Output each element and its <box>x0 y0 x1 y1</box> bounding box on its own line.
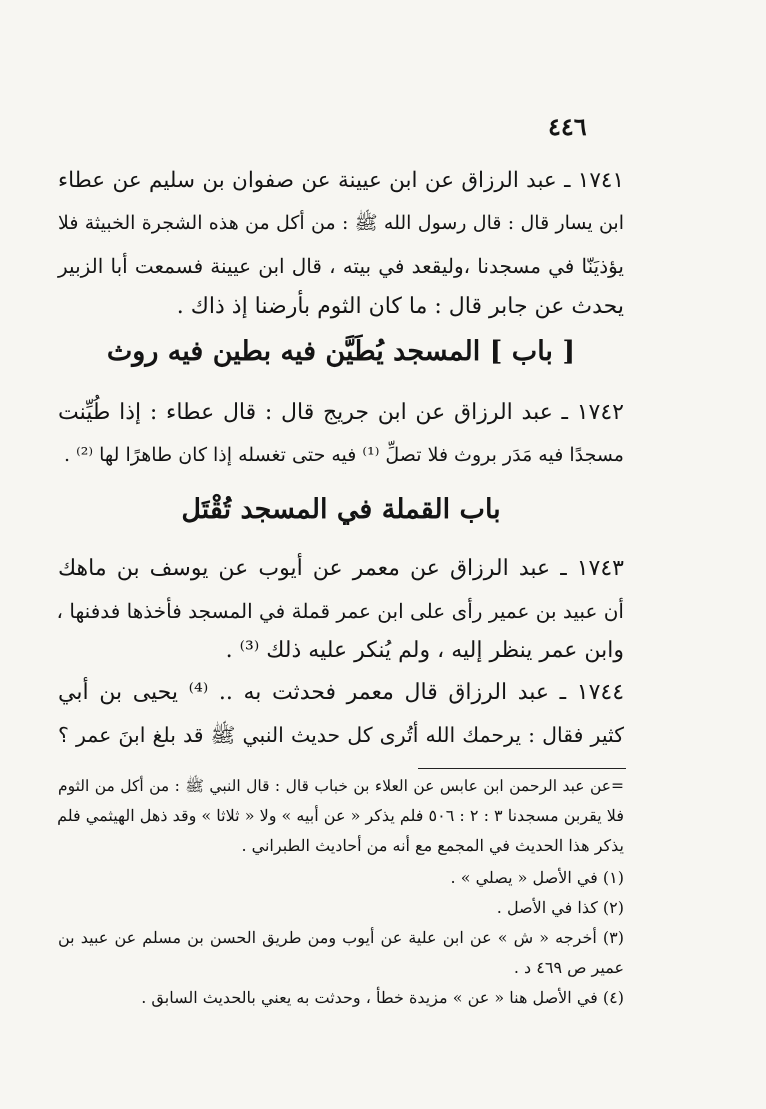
hadith-1742-line-2: مسجدًا فيه مَدَر بروث فلا تصلِّ ⁽¹⁾ فيه حتى تغسله إذا كان طاهرًا لها ⁽²⁾ . <box>64 444 624 466</box>
footnote-separator <box>418 768 626 769</box>
chapter-heading-mosque-clay: [ باب ] المسجد يُطَيَّن فيه بطين فيه روث <box>106 336 576 367</box>
chapter-heading-louse: باب القملة في المسجد تُقْتَل <box>181 494 501 525</box>
footnote-3-line-2: عمير ص ٤٦٩ د . <box>513 958 624 977</box>
hadith-1741-line-2: ابن يسار قال : قال رسول الله ﷺ : من أكل من هذه الشجرة الخبيثة فلا <box>58 212 624 234</box>
hadith-1741-line-3: يؤذيَنّا في مسجدنا ،وليقعد في بيته ، قال ابن عيينة فسمعت أبا الزبير <box>58 254 624 278</box>
hadith-1743-line-3: وابن عمر ينظر إليه ، ولم يُنكر عليه ذلك ⁽³⁾ . <box>225 638 624 663</box>
hadith-1743-line-2: أن عبيد بن عمير رأى على ابن عمر قملة في المسجد فأخذها فدفنها ، <box>56 599 624 623</box>
footnote-continuation-line-3: يذكر هذا الحديث في المجمع مع أنه من أحاديث الطبراني . <box>241 836 624 855</box>
hadith-1742-line-1: ١٧٤٢ ـ عبد الرزاق عن ابن جريج قال : قال عطاء : إذا طُيِّنت <box>58 400 624 425</box>
footnote-4: (٤) في الأصل هنا « عن » مزيدة خطأ ، وحدثت به يعني بالحديث السابق . <box>141 988 624 1007</box>
page-number: ٤٤٦ <box>548 112 587 141</box>
hadith-1741-line-4: يحدث عن جابر قال : ما كان الثوم بأرضنا إذ ذاك . <box>176 294 624 319</box>
hadith-1743-line-1: ١٧٤٣ ـ عبد الرزاق عن معمر عن أيوب عن يوسف بن ماهك <box>58 556 624 581</box>
footnote-1: (١) في الأصل « يصلي » . <box>450 868 624 887</box>
footnote-3-line-1: (٣) أخرجه « ش » عن ابن علية عن أيوب ومن طريق الحسن بن مسلم عن عبيد بن <box>58 928 624 947</box>
footnote-continuation-line-2: فلا يقربن مسجدنا ٣ : ٢ : ٥٠٦ فلم يذكر « عن أبيه » ولا « ثلاثا » وقد ذهل الهيثمي فلم <box>57 806 624 825</box>
hadith-1744-line-1: ١٧٤٤ ـ عبد الرزاق قال معمر فحدثت به .. ⁽⁴⁾ يحيى بن أبي <box>58 680 625 705</box>
hadith-1744-line-2: كثير فقال : يرحمك الله أتُرى كل حديث النبي ﷺ قد بلغ ابنَ عمر ؟ <box>58 723 624 747</box>
footnote-2: (٢) كذا في الأصل . <box>496 898 624 917</box>
footnote-continuation-line-1: =عن عبد الرحمن ابن عابس عن العلاء بن خباب قال : قال النبي ﷺ : من أكل من الثوم <box>58 777 624 795</box>
hadith-1741-line-1: ١٧٤١ ـ عبد الرزاق عن ابن عيينة عن صفوان بن سليم عن عطاء <box>58 168 624 193</box>
